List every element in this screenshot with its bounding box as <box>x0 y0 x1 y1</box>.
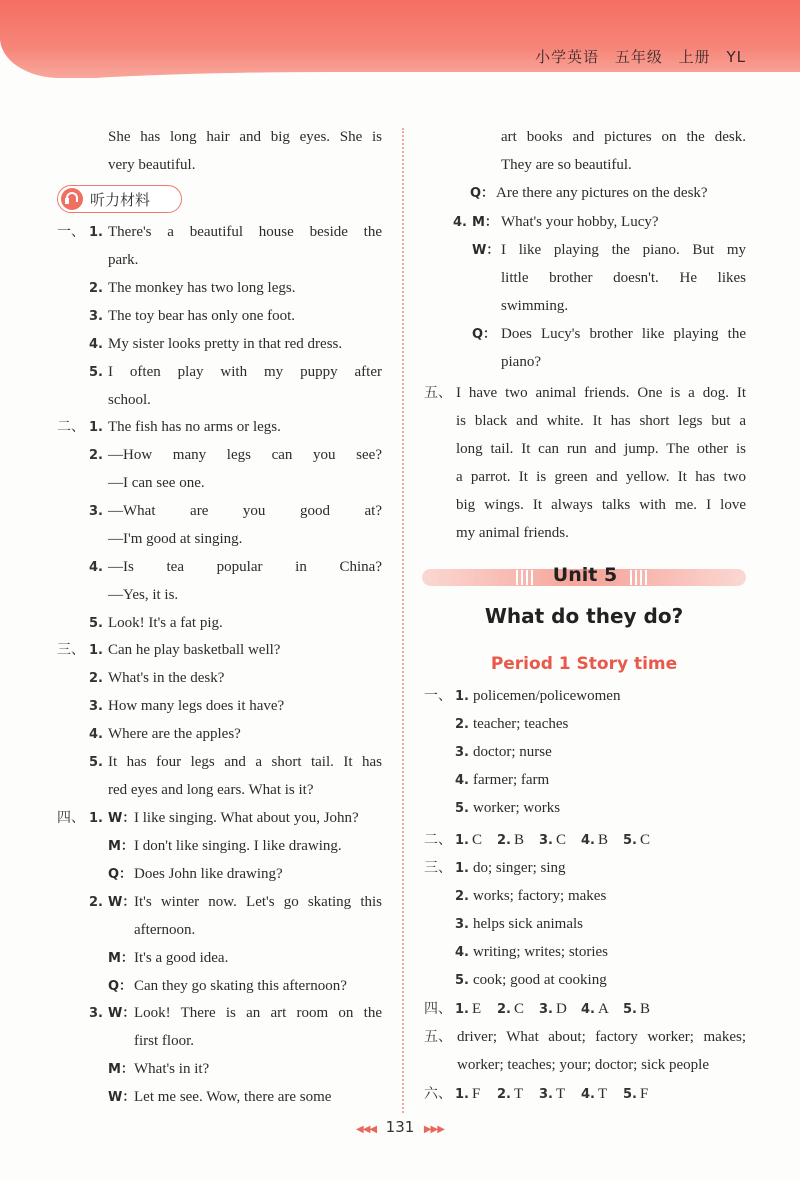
dialogue-3-text-cont: art books and pictures on the desk. <box>501 129 746 145</box>
answers-3-number: 5. <box>455 973 469 988</box>
listening-s1-item-text: school. <box>108 392 151 408</box>
header-edition: YL <box>726 48 746 66</box>
dialogue-1-text: Does John like drawing? <box>134 866 283 882</box>
dialogue-4-text: Does Lucy's brother like playing the <box>501 326 746 342</box>
listening-s5-text: is black and white. It has short legs but a <box>456 413 746 429</box>
unit-subtitle: What do they do? <box>484 604 684 628</box>
unit-title: Unit 5 <box>552 564 618 586</box>
dialogue-3-text: Let me see. Wow, there are some <box>134 1089 332 1105</box>
listening-s3-item-number: 3. <box>89 699 103 714</box>
dialogue-3-speaker: W： <box>108 1090 136 1105</box>
listening-s2-item-number: 5. <box>89 616 103 631</box>
answers-1-text: doctor; nurse <box>473 744 552 760</box>
dialogue-1-speaker: W： <box>108 811 136 826</box>
answers-1-text: teacher; teaches <box>473 716 569 732</box>
listening-s1-item-number: 1. <box>89 225 103 240</box>
answers-2-number: 5. <box>623 833 637 848</box>
listening-s2-item-text: —I'm good at singing. <box>108 531 243 547</box>
listening-s2-item-text: —What are you good at? <box>108 503 382 519</box>
listening-s3-item-text: Where are the apples? <box>108 726 241 742</box>
answers-6-mark: 六、 <box>424 1086 452 1102</box>
dialogue-4-text: I like playing the piano. But my <box>501 242 746 258</box>
answers-6-number: 3. <box>539 1087 553 1102</box>
answers-6-number: 1. <box>455 1087 469 1102</box>
answers-3-text: do; singer; sing <box>473 860 566 876</box>
answers-4-mark: 四、 <box>424 1001 452 1017</box>
listening-s1-item-text: park. <box>108 252 139 268</box>
listening-s2-item-text: —How many legs can you see? <box>108 447 382 463</box>
listening-s5-text: I have two animal friends. One is a dog. It <box>456 385 746 401</box>
listening-s1-item-number: 2. <box>89 281 103 296</box>
answers-5-text: worker; teaches; your; doctor; sick people <box>457 1057 709 1073</box>
dialogue-3-number: 3. <box>89 1006 103 1021</box>
listening-s4-mark: 四、 <box>57 810 85 826</box>
answers-4-number: 4. <box>581 1002 595 1017</box>
listening-s2-item-text: —Yes, it is. <box>108 587 179 603</box>
listening-s3-item-number: 5. <box>89 755 103 770</box>
prev-arrows-icon: ◀◀◀ <box>356 1124 377 1135</box>
listening-s3-item-text: Can he play basketball well? <box>108 642 281 658</box>
answers-6-answer: F <box>640 1086 649 1102</box>
listening-s2-item-number: 2. <box>89 448 103 463</box>
column-divider <box>402 128 404 1113</box>
answers-2-mark: 二、 <box>424 832 452 848</box>
answers-1-number: 1. <box>455 689 469 704</box>
answers-2-answer: B <box>514 832 525 848</box>
page-number-bar <box>0 1118 800 1136</box>
answers-4-answer: B <box>640 1001 651 1017</box>
dialogue-2-speaker: M： <box>108 951 134 966</box>
listening-s3-item-text: How many legs does it have? <box>108 698 285 714</box>
answers-3-text: writing; writes; stories <box>473 944 608 960</box>
answers-4-number: 5. <box>623 1002 637 1017</box>
listening-s3-mark: 三、 <box>57 642 85 658</box>
header-subject: 小学英语 <box>535 48 600 66</box>
listening-s1-item-number: 4. <box>89 337 103 352</box>
listening-s1-item-number: 3. <box>89 309 103 324</box>
listening-s3-item-number: 2. <box>89 671 103 686</box>
answers-1-number: 3. <box>455 745 469 760</box>
dialogue-2-text: It's a good idea. <box>134 950 229 966</box>
listening-s1-item-text: I often play with my puppy after <box>108 364 382 380</box>
answers-6-number: 2. <box>497 1087 511 1102</box>
listening-s5-text: my animal friends. <box>456 525 569 541</box>
banner-stripes-left <box>516 570 536 585</box>
dialogue-1-text: I like singing. What about you, John? <box>134 810 359 826</box>
intro-text: very beautiful. <box>108 157 196 173</box>
listening-s5-text: big wings. It always talks with me. I love <box>456 497 746 513</box>
dialogue-2-text: Can they go skating this afternoon? <box>134 978 347 994</box>
dialogue-4-speaker: M： <box>472 215 498 230</box>
answers-3-number: 3. <box>455 917 469 932</box>
answers-1-text: policemen/policewomen <box>473 688 621 704</box>
answers-4-number: 1. <box>455 1002 469 1017</box>
answers-2-number: 3. <box>539 833 553 848</box>
answers-3-number: 2. <box>455 889 469 904</box>
answers-4-answer: A <box>598 1001 609 1017</box>
listening-s2-item-number: 1. <box>89 420 103 435</box>
intro-text: She has long hair and big eyes. She is <box>108 129 382 145</box>
dialogue-4-speaker: W： <box>472 243 500 258</box>
dialogue-4-text: little brother doesn't. He likes <box>501 270 746 286</box>
answers-4-number: 2. <box>497 1002 511 1017</box>
dialogue-4-text: What's your hobby, Lucy? <box>501 214 659 230</box>
listening-s2-item-text: —Is tea popular in China? <box>108 559 382 575</box>
period-title: Period 1 Story time <box>490 654 678 674</box>
answers-6-number: 4. <box>581 1087 595 1102</box>
dialogue-3-text: first floor. <box>134 1033 194 1049</box>
listening-s5-text: a parrot. It is green and yellow. It has two <box>456 469 746 485</box>
header-volume: 上册 <box>678 48 711 66</box>
listening-s2-mark: 二、 <box>57 419 85 435</box>
answers-5-text: driver; What about; factory worker; makes; <box>457 1029 746 1045</box>
listening-s3-item-text: What's in the desk? <box>108 670 225 686</box>
banner-stripes-right <box>630 570 650 585</box>
listening-s2-item-text: The fish has no arms or legs. <box>108 419 281 435</box>
answers-5-mark: 五、 <box>424 1029 452 1045</box>
answers-2-answer: B <box>598 832 609 848</box>
header-text <box>525 46 746 67</box>
listening-s1-item-text: The toy bear has only one foot. <box>108 308 296 324</box>
listening-s2-item-number: 4. <box>89 560 103 575</box>
answers-2-number: 4. <box>581 833 595 848</box>
dialogue-2-text: It's winter now. Let's go skating this <box>134 894 382 910</box>
answers-1-mark: 一、 <box>424 688 452 704</box>
listening-s3-item-number: 1. <box>89 643 103 658</box>
dialogue-3-speaker: Q： <box>470 186 495 201</box>
listening-s1-item-number: 5. <box>89 365 103 380</box>
dialogue-2-speaker: Q： <box>108 979 133 994</box>
answers-6-answer: F <box>472 1086 481 1102</box>
answers-2-number: 1. <box>455 833 469 848</box>
answers-4-answer: C <box>514 1001 525 1017</box>
listening-s2-item-number: 3. <box>89 504 103 519</box>
answers-2-answer: C <box>472 832 483 848</box>
answers-1-number: 4. <box>455 773 469 788</box>
dialogue-3-text: Look! There is an art room on the <box>134 1005 382 1021</box>
dialogue-1-number: 1. <box>89 811 103 826</box>
answers-3-text: helps sick animals <box>473 916 583 932</box>
answers-3-text: cook; good at cooking <box>473 972 607 988</box>
answers-6-answer: T <box>514 1086 524 1102</box>
answers-3-text: works; factory; makes <box>473 888 607 904</box>
dialogue-3-text-cont: They are so beautiful. <box>501 157 632 173</box>
listening-s2-item-text: Look! It's a fat pig. <box>108 615 223 631</box>
answers-6-answer: T <box>556 1086 566 1102</box>
header-grade: 五年级 <box>614 48 663 66</box>
dialogue-1-speaker: M： <box>108 839 134 854</box>
dialogue-3-text: What's in it? <box>134 1061 210 1077</box>
listening-s3-item-text: It has four legs and a short tail. It has <box>108 754 382 770</box>
dialogue-3-question: Are there any pictures on the desk? <box>496 185 708 201</box>
dialogue-4-number: 4. <box>453 215 467 230</box>
answers-2-answer: C <box>640 832 651 848</box>
listening-s1-item-text: The monkey has two long legs. <box>108 280 296 296</box>
listening-s1-item-text: My sister looks pretty in that red dress. <box>108 336 343 352</box>
listening-s5-text: long tail. It can run and jump. The other is <box>456 441 746 457</box>
dialogue-3-speaker: M： <box>108 1062 134 1077</box>
listening-s1-mark: 一、 <box>57 224 85 240</box>
dialogue-3-speaker: W： <box>108 1006 136 1021</box>
listening-s2-item-text: —I can see one. <box>108 475 205 491</box>
answers-4-answer: E <box>472 1001 482 1017</box>
page-number: 131 <box>385 1118 415 1136</box>
listening-s5-mark: 五、 <box>424 385 452 401</box>
answers-6-number: 5. <box>623 1087 637 1102</box>
listening-s3-item-text: red eyes and long ears. What is it? <box>108 782 314 798</box>
listening-s3-item-number: 4. <box>89 727 103 742</box>
answers-4-number: 3. <box>539 1002 553 1017</box>
answers-3-mark: 三、 <box>424 860 452 876</box>
next-arrows-icon: ▶▶▶ <box>423 1124 444 1135</box>
dialogue-2-number: 2. <box>89 895 103 910</box>
dialogue-2-text: afternoon. <box>134 922 196 938</box>
answers-3-number: 1. <box>455 861 469 876</box>
dialogue-4-text: piano? <box>501 354 541 370</box>
answers-1-number: 2. <box>455 717 469 732</box>
dialogue-4-text: swimming. <box>501 298 569 314</box>
answers-2-number: 2. <box>497 833 511 848</box>
answers-1-number: 5. <box>455 801 469 816</box>
listening-material-label: 听力材料 <box>90 191 151 209</box>
answers-6-answer: T <box>598 1086 608 1102</box>
listening-material-badge <box>57 185 182 213</box>
listening-s1-item-text: There's a beautiful house beside the <box>108 224 382 240</box>
headphones-icon <box>61 188 83 210</box>
answers-1-text: farmer; farm <box>473 772 550 788</box>
dialogue-1-speaker: Q： <box>108 867 133 882</box>
answers-4-answer: D <box>556 1001 567 1017</box>
dialogue-1-text: I don't like singing. I like drawing. <box>134 838 342 854</box>
answers-2-answer: C <box>556 832 567 848</box>
answers-3-number: 4. <box>455 945 469 960</box>
dialogue-2-speaker: W： <box>108 895 136 910</box>
dialogue-4-speaker: Q： <box>472 327 497 342</box>
answers-1-text: worker; works <box>473 800 561 816</box>
